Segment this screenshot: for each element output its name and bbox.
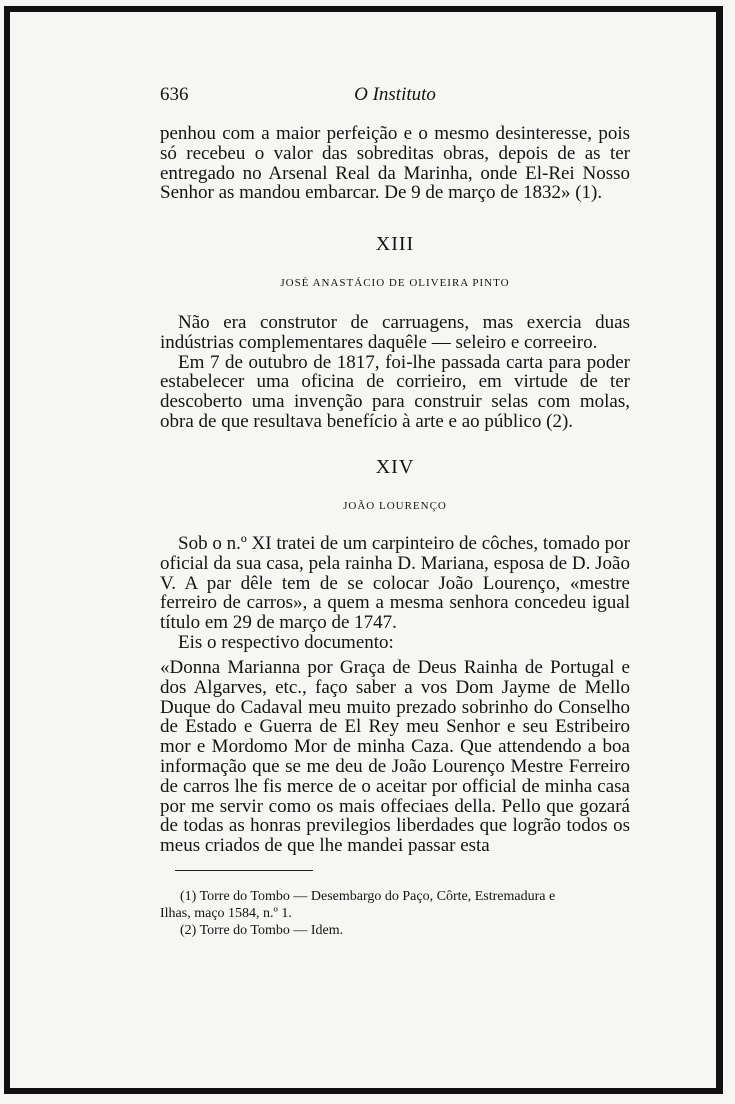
section-title-xiii: JOSÉ ANASTÁCIO DE OLIVEIRA PINTO [280, 277, 510, 289]
section-title-xiv: JOÃO LOURENÇO [343, 500, 447, 512]
footnote-separator [175, 870, 313, 871]
footnote-2: (2) Torre do Tombo — Idem. [180, 923, 344, 938]
quoted-document: «Donna Marianna por Graça de Deus Rainha de Portugal e dos Algarves, etc., faço saber a vos Dom Jayme de Mello Duque do Cadaval meu muito prezado sobrinho do Conselho de Estado e Guerra de El Rey meu Senhor e seu Estribeiro mor e Mordomo Mor de minha Caza. Que attendendo a boa informação que se me deu de João Lourenço Mestre Ferreiro de carros lhe fis merce de o aceitar por official de minha casa por me servir como os mais offeciaes della. Pello que gozará de todas as honras previlegios liberdades que logrão todos os meus criados de que lhe mandei passar esta [160, 657, 630, 857]
continuation-paragraph: penhou com a maior perfeição e o mesmo desinteresse, pois só recebeu o valor das sobreditas obras, depois de as ter entregado no Arsenal Real da Marinha, onde El-Rei Nosso Senhor as mandou embarcar. De 9 de março de 1832» (1). [160, 123, 630, 204]
footnote-1-line-1: (1) Torre do Tombo — Desembargo do Paço, Côrte, Estremadura e [180, 889, 556, 904]
footnotes [160, 888, 630, 939]
section-xiii-paragraph-2: Em 7 de outubro de 1817, foi-lhe passada carta para poder estabelecer uma oficina de corrieiro, em virtude de ter descoberto uma invenção para construir selas com molas, obra de que resultava benefício à arte e ao público (2). [160, 351, 630, 432]
running-title: O Instituto [354, 84, 436, 105]
section-number-xiv: XIV [375, 456, 415, 478]
section-xiii-paragraph-1: Não era construtor de carruagens, mas exercia duas indústrias complementares daquêle — seleiro e correeiro. [160, 312, 630, 353]
section-number-xiii: XIII [375, 233, 415, 255]
footnote-1-line-2: Ilhas, maço 1584, n.º 1. [160, 906, 292, 921]
section-xiv-body [160, 534, 630, 653]
section-xiv-paragraph-2: Eis o respectivo documento: [178, 631, 394, 653]
section-xiii-body [160, 313, 630, 432]
section-xiv-paragraph-1: Sob o n.º XI tratei de um carpinteiro de côches, tomado por oficial da sua casa, pela rainha D. Mariana, esposa de D. João V. A par dêle tem de se colocar João Lourenço, «mestre ferreiro de carros», a quem a mesma senhora concedeu igual título em 29 de março de 1747. [160, 533, 630, 634]
page-number: 636 [160, 84, 189, 105]
